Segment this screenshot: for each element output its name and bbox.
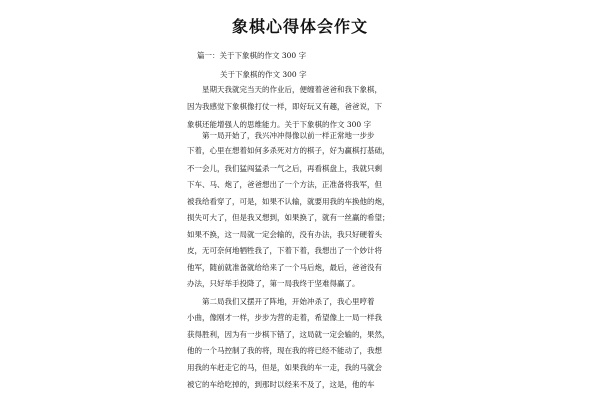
text-line: 被它的车给吃掉的，到那时以经来不及了，这是，他的车 xyxy=(187,380,375,389)
text-line: 星期天我就完当天的作业后，便缠着爸爸和我下象棋， xyxy=(202,85,382,94)
text-line: 被我给看穿了，可是，如果不认输，就要用我的车换他的炮， xyxy=(187,197,390,206)
text-line: 关于下象棋的作文 300 字 xyxy=(220,70,307,79)
text-line: 第二局我们又摆开了阵地，开始冲杀了，我心里哼着 xyxy=(202,297,375,306)
text-line: 损失可大了，但是我又想到，如果换了，就有一丝赢的希望； xyxy=(187,213,390,222)
text-line: 办法，只好举手投降了，第一局我终于坚难得赢了。 xyxy=(187,279,360,288)
text-line: 下着，心里在想着如何多杀死对方的棋子，好为赢棋打基础， xyxy=(187,146,390,155)
text-line: 象棋还能增强人的思维能力。关于下象棋的作文 300 字 xyxy=(187,120,372,129)
document-title: 象棋心得体会作文 xyxy=(231,17,368,36)
text-line: 获得胜利，因为有一步棋下错了，这局就一定会输的，果然， xyxy=(187,330,390,339)
text-line: 下车、马、炮了，爸爸想出了一个方法，正准备将我军，但 xyxy=(187,180,382,189)
text-line: 第一局开始了，我兴冲冲得像以前一样正常地一步步 xyxy=(202,131,375,140)
text-line: 因为我感觉下象棋像打仗一样，即好玩又有趣，爸爸说，下 xyxy=(187,102,382,111)
text-line: 如果不换，这一局就一定会输的，没有办法，我只好硬着头 xyxy=(187,230,382,239)
text-line: 他军，随前就准备就给给来了一个马后炮，最后，爸爸没有 xyxy=(187,263,382,272)
text-line: 用我的车赶走它的马，但是，如果我的车一走，我的马就会 xyxy=(187,363,382,372)
document-page xyxy=(180,0,420,400)
text-line: 不一会儿，我们猛闯猛杀一气之后，再看棋盘上，我就只剩 xyxy=(187,164,382,173)
text-line: 小曲，像刚才一样，步步为营的走着，希望像上一局一样我 xyxy=(187,313,382,322)
text-line: 篇一：关于下象棋的作文 300 字 xyxy=(197,51,307,60)
text-line: 他的一个马控制了我的将，现在我的将已经不能动了，我想 xyxy=(187,346,382,355)
text-line: 皮，无可奈何地牺牲我了，下着下着，我想出了一个妙计将 xyxy=(187,246,382,255)
